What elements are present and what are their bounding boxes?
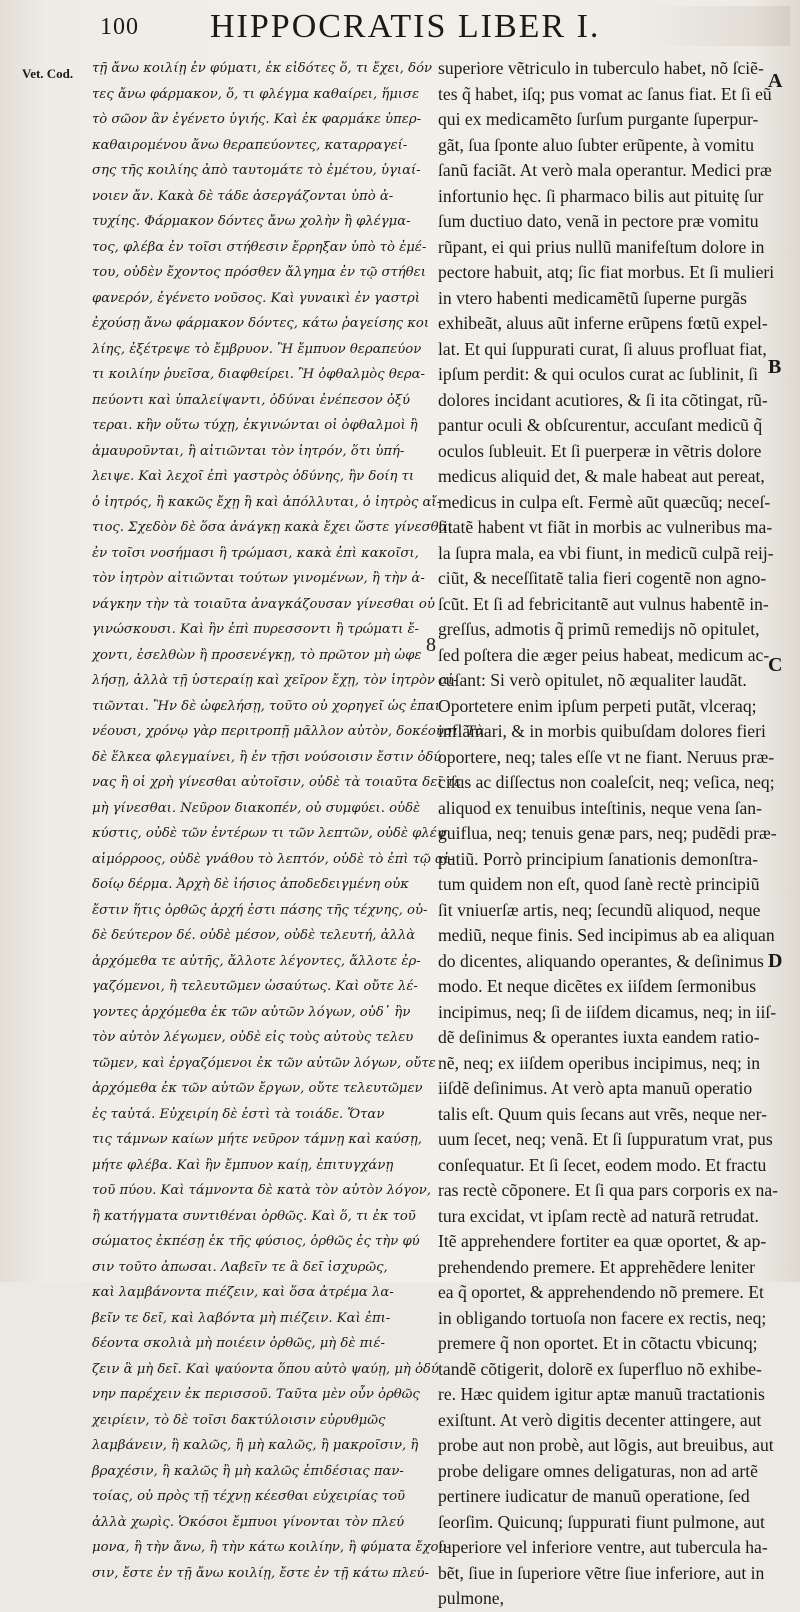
greek-text-line: γοντες ἀρχόμεθα ἐκ τῶν αὐτῶν λόγων, οὐδ᾽ ἢν <box>92 1004 411 1020</box>
running-title: HIPPOCRATIS LIBER I. <box>210 8 601 45</box>
greek-text-line: δὲ δεύτερον δέ. οὐδὲ μέσον, οὐδὲ τελευτή, ἀλλὰ <box>92 928 416 943</box>
latin-text-line: ſitatẽ habent vt fiãt in morbis ac vulneribus ma- <box>438 517 773 537</box>
latin-text-line: ſum ductiuo dato, venã in pectore præ vomitu <box>438 211 759 231</box>
greek-text-line: τὸ σῶον ἂν ἐγένετο ὑγιής. Καὶ ἐκ φαρμάκε ὑπερ- <box>92 112 422 127</box>
latin-text-line: qui ex medicamẽto ſurſum purgante ſuperpur- <box>438 109 759 129</box>
greek-text-line: τι κοιλίην ῥυεῖσα, διαφθείρει. Ἢ ὀφθαλμὸς θερα- <box>92 367 425 382</box>
greek-text-line: ἀλλὰ χωρὶς. Ὁκόσοι ἔμπυοι γίνονται τὸν πλεύ <box>92 1514 405 1530</box>
latin-text-line: medicus aliquid det, & male habeat aut pereat, <box>438 466 765 486</box>
greek-text-line: ἔστιν ἥτις ὀρθῶς ἀρχή ἐστι πάσης τῆς τέχνης, οὐ- <box>92 902 428 918</box>
greek-text-line: κύστις, οὐδὲ τῶν ἐντέρων τι τῶν λεπτῶν, οὐδὲ φλέψ <box>92 826 448 841</box>
latin-text-line: ſuperiore vel inferiore ventre, aut tubercula ha- <box>438 1537 768 1557</box>
greek-text-line: νέουσι, χρόνῳ γὰρ περιτροπῇ μᾶλλον αὐτὸν, δοκέουσι. Τὰ <box>92 724 485 739</box>
latin-text-line: nẽ, neq; ex iiſdem operibus incipimus, neq; in <box>438 1052 761 1073</box>
greek-text-line: λειψε. Καὶ λεχοῖ ἐπὶ γαστρὸς ὀδύνης, ἢν δοίη τι <box>92 469 415 484</box>
greek-text-line: μονα, ἢ τὴν ἄνω, ἢ τὴν κάτω κοιλίην, ἢ φύματα ἔχου- <box>92 1540 451 1555</box>
greek-text-line: τῇ ἄνω κοιλίῃ ἐν φύματι, ἐκ εἰδότες ὅ, τι ἔχει, δόν <box>92 61 433 76</box>
greek-text-line: δὲ ἕλκεα φλεγμαίνει, ἢ ἐν τῇσι νούσοισιν ἔστιν ὀδύ <box>92 749 442 765</box>
greek-column <box>92 56 485 1581</box>
greek-text-line: καὶ λαμβάνοντα πιέζειν, καὶ ὅσα ἀτρέμα λα- <box>92 1285 394 1300</box>
latin-text-line: ſeorſim. Quicunq; ſuppurati fiunt pulmone, aut <box>438 1511 765 1532</box>
latin-text-line: tes q̃ habet, iſq; pus vomat ac ſanus fiat. Et ſi eũ <box>438 83 772 104</box>
latin-text-line: ea q̃ oportet, & apprehendendo nõ premere. Et <box>438 1282 764 1302</box>
greek-text-line: τὸν ἰητρὸν αἰτιῶνται τούτων γινομένων, ἢ τὴν ἀ- <box>92 571 425 586</box>
latin-text-line: do dicentes, aliquando operantes, & deſinimus <box>438 950 764 971</box>
latin-text-line: oportere, neq; tales eſſe vt ne fiant. Neruus præ- <box>438 746 775 767</box>
latin-text-line: guiflua, neq; tenuis genæ pars, neq; pudẽdi præ- <box>438 823 777 843</box>
greek-text-line: δοίῳ δέρμα. Ἀρχὴ δὲ ἰήσιος ἀποδεδειγμένη οὐκ <box>92 877 409 892</box>
section-letter-b: B <box>768 356 782 378</box>
greek-text-line: του, οὐδὲν ἔχοντος πρόσθεν ἄλγημα ἐν τῷ στήθει <box>92 265 426 280</box>
latin-text-line: in obligando tortuoſa non facere ex rectis, neq; <box>438 1307 767 1328</box>
greek-text-line: τοίας, οὐ πρὸς τῇ τέχνῃ κέεσθαι εὐχειρίας τοῦ <box>92 1489 406 1504</box>
margin-note: Vet. Cod. <box>22 66 74 81</box>
greek-text-line: τος, φλέβα ἐν τοῖσι στήθεσιν ἔρρηξαν ὑπὸ τὸ ἐμέ- <box>92 239 427 255</box>
greek-text-line: λήσῃ, ἀλλὰ τῇ ὑστεραίῃ καὶ χεῖρον ἔχῃ, τὸν ἰητρὸν αἰ- <box>92 673 458 688</box>
greek-text-line: βεῖν τε δεῖ, καὶ λαβόντα μὴ πιέζειν. Καὶ ἐπι- <box>92 1310 391 1326</box>
section-letter-a: A <box>768 70 783 92</box>
page-header <box>0 4 800 52</box>
latin-text-line: talis eſt. Quum quis ſecans aut vrẽs, neque ner- <box>438 1103 767 1124</box>
greek-text-line: λίης, ἐξέτρεψε τὸ ἔμβρυον. Ἢ ἔμπυον θεραπεύον <box>92 341 422 357</box>
latin-text-line: ſcũt. Et ſi ad febricitantẽ aut vulnus habentẽ in- <box>438 593 769 614</box>
greek-text-line: τις τάμνων καίων μήτε νεῦρον τάμνῃ καὶ καύσῃ, <box>92 1132 422 1147</box>
latin-text-line: probe aut non probè, aut lõgis, aut breuibus, aut <box>438 1435 774 1455</box>
latin-text-line: exiſtunt. At verò digitis decenter attingere, aut <box>438 1409 762 1430</box>
latin-text-line: uum ſecet, neq; venã. Et ſi ſuppuratum vrat, pus <box>438 1129 773 1149</box>
greek-text-line: γαζόμενοι, ἢ τελευτῶμεν ὡσαύτως. Καὶ οὔτε λέ- <box>92 979 418 994</box>
greek-text-line: ἀρχόμεθα τε αὐτῆς, ἄλλοτε λέγοντες, ἄλλοτε ἐρ- <box>92 953 421 969</box>
greek-text-line: ἐν τοῖσι νοσήμασι ἢ τρώμασι, κακὰ ἐπὶ κακοῖσι, <box>92 545 419 561</box>
greek-text-line: ἐς ταὐτά. Εὐχειρίη δὲ ἐστὶ τὰ τοιάδε. Ὅταν <box>92 1106 385 1122</box>
greek-text-line: βραχέσιν, ἢ καλῶς ἢ μὴ καλῶς ἐπιδέσιας παν- <box>92 1463 404 1479</box>
latin-text-line: pulmone, <box>438 1588 504 1608</box>
greek-text-line: ὁ ἰητρός, ἢ κακῶς ἔχῃ ἢ καὶ ἀπόλλυται, ὁ ἰητρὸς αἴ- <box>92 494 442 510</box>
greek-text-line: σης τῆς κοιλίης ἀπὸ ταυτομάτε τὸ ἐμέτου, ὑγιαί- <box>92 163 421 178</box>
latin-text-line: exhibeãt, aluus aũt inferne erũpens fœtũ expel- <box>438 313 768 333</box>
page-number: 100 <box>100 14 139 40</box>
latin-text-line: conſequatur. Et ſi ſecet, eodem modo. Et fractu <box>438 1154 767 1175</box>
latin-text-line: premere q̃ non oportet. Et in cõtactu vbicunq; <box>438 1333 758 1353</box>
greek-text-line: τοῦ πύου. Καὶ τάμνοντα δὲ κατὰ τὸν αὐτὸν λόγον, <box>92 1183 432 1198</box>
latin-text-line: lat. Et qui ſuppurati curat, ſi aluus profluat fiat, <box>438 338 767 359</box>
section-letter-c: C <box>768 654 783 676</box>
greek-text-line: μήτε φλέβα. Καὶ ἢν ἔμπυον καίῃ, ἐπιτυγχάνῃ <box>92 1157 394 1173</box>
greek-text-line: φανερόν, ἐγένετο νοῦσος. Καὶ γυναικὶ ἐν γαστρὶ <box>92 290 420 306</box>
latin-text-line: iiſdẽ deſinimus. At verò apta manuũ operatio <box>438 1078 753 1098</box>
greek-text-line: σώματος ἐκπέσῃ ἐκ τῆς φύσιος, ὀρθῶς ἐς τὴν φύ <box>92 1234 420 1249</box>
latin-text-line: modo. Et neque dicẽtes ex iiſdem ſermonibus <box>438 976 757 996</box>
greek-text-line: ζειν ἃ μὴ δεῖ. Καὶ ψαύοντα ὅπου αὐτὸ ψαύῃ, μὴ ὀδύ <box>92 1361 439 1377</box>
latin-text-line: ſit vniuerſæ artis, neq; ſecundũ aliquod, neque <box>438 899 761 920</box>
latin-text-line: ſed poſtera die æger peius habeat, medicum ac- <box>438 644 770 665</box>
latin-text-line: tandẽ cõtigerit, dolorẽ ex ſuperfluo nõ exhibe- <box>438 1358 762 1379</box>
latin-text-line: mediũ, neque finis. Sed incipimus ab ea aliquan <box>438 925 775 945</box>
latin-text-line: ciſus ac diſſectus non coaleſcit, neq; veſica, neq; <box>438 772 775 792</box>
greek-text-line: νην παρέχειν ἐκ περισσοῦ. Ταῦτα μὲν οὖν ὀρθῶς <box>92 1387 420 1402</box>
greek-text-line: σιν τοῦτο ἀπωσαι. Λαβεῖν τε ἃ δεῖ ἰσχυρῶς, <box>92 1259 388 1275</box>
latin-text-line: pectore habuit, atq; ſic fiat morbus. Et ſi mulieri <box>438 262 775 282</box>
latin-text-line: inflãmari, & in morbis quibuſdam dolores fieri <box>438 721 766 741</box>
latin-text-line: ras rectè cõponere. Et ſi qua pars corporis ex na- <box>438 1180 778 1200</box>
greek-text-line: αἱμόρροος, οὐδὲ γνάθου τὸ λεπτόν, οὐδὲ τὸ ἐπὶ τῷ αἰ- <box>92 851 454 867</box>
latin-text-line: dẽ deſinimus & operantes iuxta eandem ratio- <box>438 1027 760 1047</box>
latin-text-line: re. Hæc quidem igitur aptæ manuũ tractationis <box>438 1384 765 1404</box>
latin-text-line: infortunio hęc. ſi pharmaco bilis aut pituitę ſur <box>438 185 764 206</box>
greek-text-line: τιῶνται. Ἢν δὲ ὠφελήσῃ, τοῦτο οὐ χορηγεῖ ὡς ἐπαι <box>92 698 440 714</box>
latin-text-line: pertinere iudicatur de manuũ operatione, ſed <box>438 1486 750 1506</box>
latin-text-line: medicus in culpa eſt. Fermè aũt quæcũq; neceſ- <box>438 491 771 512</box>
latin-text-line: ſanũ faciãt. At verò mala operantur. Medici præ <box>438 160 772 180</box>
latin-text-line: gãt, ſua ſponte aluo ſubter erũpente, à vomitu <box>438 134 755 155</box>
latin-text-line: superiore vẽtriculo in tuberculo habet, nõ ſciẽ- <box>438 58 764 78</box>
latin-text-line: aliquod ex tenuibus inteſtinis, neque vena ſan- <box>438 797 762 818</box>
greek-text-line: τῶμεν, καὶ ἐργαζόμενοι ἐκ τῶν αὐτῶν λόγων, οὔτε <box>92 1055 436 1071</box>
greek-text-line: χοντι, ἐσελθὼν ἢ προσενέγκῃ, τὸ πρῶτον μὴ ὠφε <box>92 647 422 663</box>
latin-text-line: prehendendo premere. Et apprehẽdere leniter <box>438 1256 756 1277</box>
greek-text-line: νοιεν ἄν. Κακὰ δὲ τάδε ἀσεργάζονται ὑπὸ ἀ- <box>92 188 394 204</box>
latin-text-line: oculos ſubleuit. Et ſi puerperæ in vẽtris dolore <box>438 440 762 461</box>
greek-text-line: δέοντα σκολιὰ μὴ ποιέειν ὀρθῶς, μὴ δὲ πιέ- <box>92 1336 385 1351</box>
greek-text-line: καθαιρομένου ἄνω θεραπεύοντες, καταρραγεί- <box>92 137 408 153</box>
latin-text-line: probe deligare omnes deligaturas, non ad artẽ <box>438 1460 758 1481</box>
greek-text-line: νας ἢ οἱ χρὴ γίνεσθαι αὐτοῖσιν, οὐδὲ τὰ τοιαῦτα δεῖ τε <box>92 775 462 790</box>
latin-text-line: dolores incidant acutiores, & ſi ita cõtingat, rũ- <box>438 389 768 410</box>
latin-text-line: ipſum perdit: & qui oculos curat ac ſublinit, ſi <box>438 364 759 384</box>
greek-text-line: μὴ γίνεσθαι. Νεῦρον διακοπέν, οὐ συμφύει. οὐδὲ <box>92 800 421 816</box>
latin-text-line: greſſus, admotis q̃ primũ remedijs nõ opitulet, <box>438 619 760 639</box>
latin-text-line: tum quidem non eſt, quod ſanè rectè principiũ <box>438 874 760 894</box>
section-letter-d: D <box>768 950 783 972</box>
latin-text-line: Itẽ apprehendere fortiter ea quæ oportet, & ap- <box>438 1231 767 1251</box>
greek-text-line: τεραι. κἢν οὕτω τύχῃ, ἐκγινώνται οἱ ὀφθαλμοὶ ἢ <box>92 418 418 433</box>
greek-text-line: πεύοντι καὶ ὑπαλείψαντι, ὀδύναι ἐνέπεσον ὀξύ <box>92 392 411 408</box>
latin-text-line: Oportetere enim ipſum perpeti putãt, vlceraq; <box>438 695 757 716</box>
greek-text-line: νάγκην τὴν τὰ τοιαῦτα ἀναγκάζουσαν γίνεσθαι οὐ <box>92 596 435 612</box>
latin-text-line: cuſant: Si verò opitulet, nõ æqualiter laudãt. <box>438 670 747 690</box>
greek-text-line: χειρίειν, τὸ δὲ τοῖσι δακτύλοισιν εὐρυθμῶς <box>92 1412 386 1428</box>
latin-text-line: bẽt, ſiue in ſuperiore vẽtre ſiue inferiore, aut in <box>438 1562 765 1583</box>
margin-mark: 8 <box>426 634 436 656</box>
latin-text-line: tura excidat, vt ipſam rectè ad naturã retrudat. <box>438 1205 759 1226</box>
greek-text-line: σιν, ἔστε ἐν τῇ ἄνω κοιλίῃ, ἔστε ἐν τῇ κάτω πλεύ- <box>92 1565 430 1581</box>
latin-column <box>438 56 778 1608</box>
greek-text-line: τυχίης. Φάρμακον δόντες ἄνω χολὴν ἢ φλέγμα- <box>92 214 411 229</box>
latin-text-line: putiũ. Porrò principium ſanationis demonſtra- <box>438 848 759 869</box>
greek-text-line: ἀμαυροῦνται, ἢ αἰτιῶνται τὸν ἰητρόν, ὅτι ὑπή- <box>92 443 405 459</box>
greek-text-line: τες ἄνω φάρμακον, ὅ, τι φλέγμα καθαίρει, ἥμισε <box>92 86 420 102</box>
greek-text-line: ἐχούσῃ ἄνω φάρμακον δόντες, κάτω ῥαγείσης κοι <box>92 316 430 331</box>
greek-text-line: τὸν αὐτὸν λέγωμεν, οὐδὲ εἰς τοὺς αὐτοὺς τελευ <box>92 1030 414 1045</box>
greek-text-line: ἢ κατήγματα συντιθέναι ὀρθῶς. Καὶ ὅ, τι ἐκ τοῦ <box>92 1208 416 1224</box>
latin-text-line: la ſupra mala, ea vbi fiunt, in medicũ culpã reij- <box>438 542 774 563</box>
greek-text-line: γινώσκουσι. Καὶ ἢν ἐπὶ πυρεσσοντι ἢ τρώματι ἔ- <box>92 622 420 637</box>
latin-text-line: ciũt, & neceſſitatẽ talia fieri cogentẽ non agno- <box>438 568 767 588</box>
latin-text-line: incipimus, neq; ſi de iiſdem dicamus, neq; in iiſ- <box>438 1001 777 1022</box>
greek-text-line: τιος. Σχεδὸν δὲ ὅσα ἀνάγκῃ κακὰ ἔχει ὥστε γίνεσθαι <box>92 520 453 535</box>
greek-text-line: λαμβάνειν, ἢ καλῶς, ἢ μὴ καλῶς, ἢ μακροῖσιν, ἢ <box>92 1438 419 1453</box>
latin-text-line: in vtero habenti medicamẽtũ ſuperne purgãs <box>438 287 747 308</box>
greek-text-line: ἀρχόμεθα ἐκ τῶν αὐτῶν ἔργων, οὔτε τελευτῶμεν <box>92 1081 423 1096</box>
latin-text-line: pantur oculi & obſcurentur, accuſant medicũ q̃ <box>438 415 763 435</box>
latin-text-line: rũpant, ei qui prius nullũ manifeſtum dolore in <box>438 236 765 257</box>
